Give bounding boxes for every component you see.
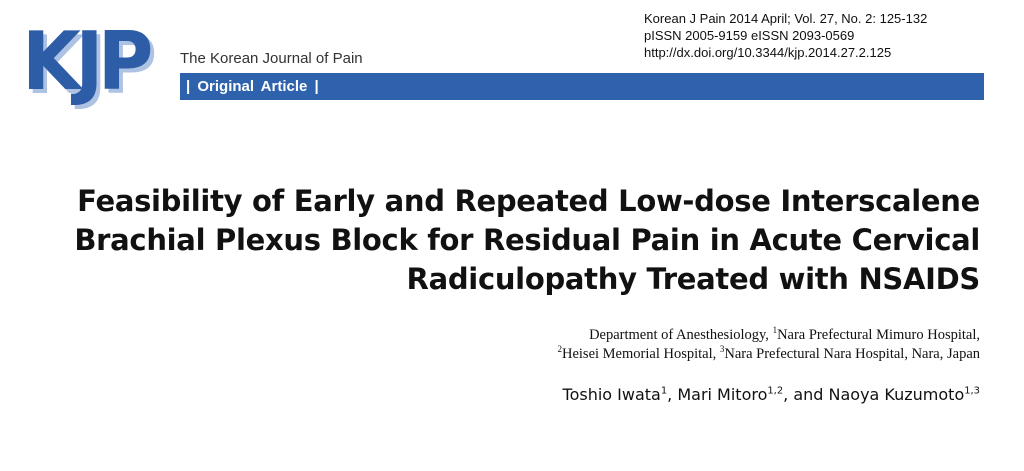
department: Department of Anesthesiology, [589,327,773,343]
affiliation-marker: 2 [557,344,562,355]
article-type-label: | Original Article | [186,78,319,95]
author-name: Naoya Kuzumoto [828,385,965,404]
affiliation-line-2 [280,345,980,364]
author-separator: , and [783,385,829,404]
author-name: Toshio Iwata [562,385,661,404]
author-affiliation: 1,3 [964,385,980,397]
institution: Heisei Memorial Hospital, [562,346,720,362]
affiliations [280,326,980,364]
author-affiliation: 1,2 [767,385,784,397]
citation-line: Korean J Pain 2014 April; Vol. 27, No. 2: 125-132 [644,11,928,26]
article-title [40,182,980,299]
institution: Nara Prefectural Nara Hospital, Nara, Japan [724,346,980,362]
issn-line: pISSN 2005-9159 eISSN 2093-0569 [644,28,855,43]
title-line-1: Feasibility of Early and Repeated Low-dose Interscalene [77,184,980,218]
title-line-2: Brachial Plexus Block for Residual Pain in Acute Cervical [74,223,980,257]
affiliation-marker: 1 [772,325,778,336]
author-separator: , [667,385,678,404]
journal-logo: KJP [22,15,148,108]
affiliation-line-1 [280,326,980,345]
author-affiliation: 1 [660,385,668,397]
affiliation-marker: 3 [719,344,725,355]
author-list [280,384,980,406]
doi-link[interactable]: http://dx.doi.org/10.3344/kjp.2014.27.2.125 [644,45,892,60]
journal-name: The Korean Journal of Pain [180,50,363,67]
title-line-3: Radiculopathy Treated with NSAIDS [406,262,980,296]
institution: Nara Prefectural Mimuro Hospital, [777,327,980,343]
author-name: Mari Mitoro [677,385,768,404]
citation-block [644,10,984,61]
